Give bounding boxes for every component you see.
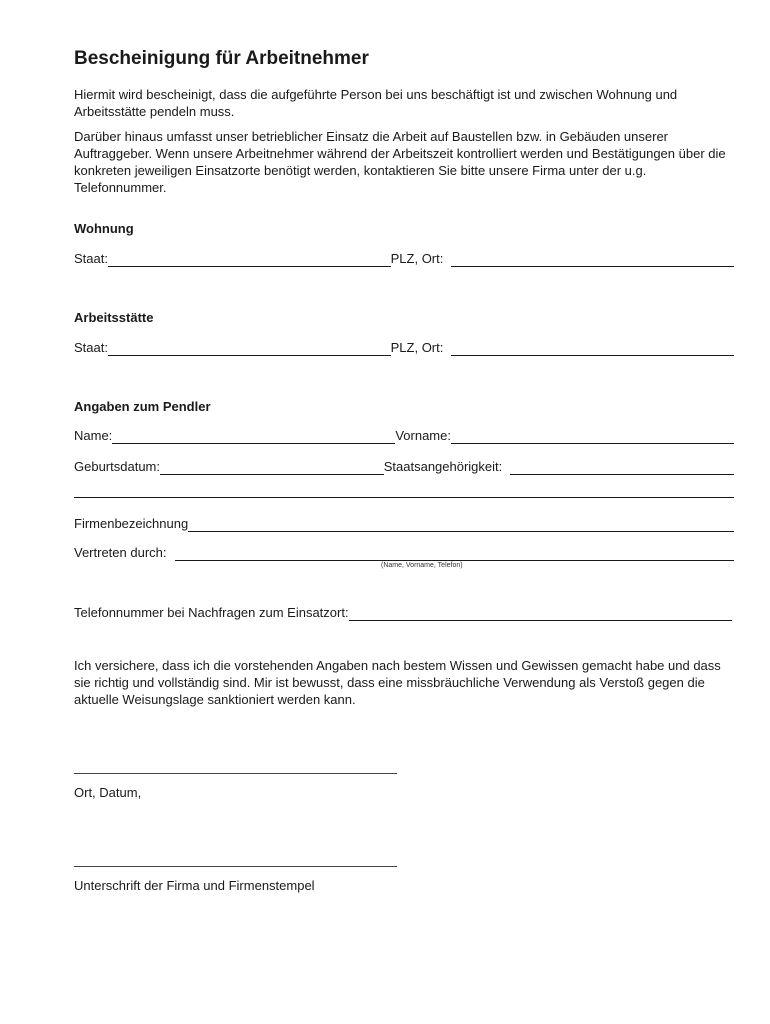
- arbeitsstaette-plz-field[interactable]: [451, 338, 734, 356]
- pendler-name-row: [74, 426, 734, 444]
- vertreten-hint: (Name, Vorname, Telefon): [381, 562, 463, 569]
- firma-telefon-field[interactable]: [349, 603, 732, 621]
- intro-paragraph: Hiermit wird bescheinigt, dass die aufgeführte Person bei uns beschäftigt ist und zwischen Wohnung und Arbeitsstätte pendeln muss.: [74, 87, 678, 119]
- arbeitsstaette-staat-field[interactable]: [108, 338, 391, 356]
- arbeitsstaette-staat-label: Staat:: [74, 340, 108, 355]
- pendler-vorname-label: Vorname:: [395, 428, 451, 443]
- section-heading-arbeitsstaette: Arbeitsstätte: [74, 310, 154, 325]
- wohnung-plz-field[interactable]: [451, 249, 734, 267]
- unterschrift-line[interactable]: [74, 866, 397, 867]
- declaration-paragraph: Ich versichere, dass ich die vorstehenden Angaben nach bestem Wissen und Gewissen gemacht habe und dass sie richtig und vollständig sind. Mir ist bewusst, dass eine missbräuchliche Verwendung als Verstoß gegen die aktuelle Weisungslage sanktioniert werden kann.: [74, 658, 721, 707]
- pendler-staatsangehoerigkeit-field[interactable]: [510, 457, 734, 475]
- wohnung-plz-label: PLZ, Ort:: [390, 251, 444, 266]
- ort-datum-line[interactable]: [74, 773, 397, 774]
- firma-telefon-row: [74, 603, 732, 621]
- arbeitsstaette-plz-label: PLZ, Ort:: [390, 340, 444, 355]
- wohnung-staat-field[interactable]: [108, 249, 391, 267]
- pendler-staatsangehoerigkeit-label: Staatsangehörigkeit:: [383, 459, 503, 474]
- pendler-geburtsdatum-field[interactable]: [160, 457, 384, 475]
- pendler-geburtsdatum-label: Geburtsdatum:: [74, 459, 160, 474]
- firma-vertreten-label: Vertreten durch:: [74, 545, 167, 560]
- body-paragraph: Darüber hinaus umfasst unser betrieblicher Einsatz die Arbeit auf Baustellen bzw. in Gebäuden unserer Auftraggeber. Wenn unsere Arbeitnehmer während der Arbeitszeit kontrolliert werden und Bestätigungen über die konkreten jeweiligen Einsatzorte benötigt werden, kontaktieren Sie bitte unsere Firma unter der u.g. Telefonnummer.: [74, 129, 726, 195]
- unterschrift-label: Unterschrift der Firma und Firmenstempel: [74, 878, 315, 893]
- firma-bezeichnung-field[interactable]: [188, 514, 734, 532]
- pendler-name-field[interactable]: [112, 426, 395, 444]
- pendler-geburt-row: [74, 457, 734, 475]
- firma-vertreten-field[interactable]: [175, 543, 735, 561]
- wohnung-staat-label: Staat:: [74, 251, 108, 266]
- ort-datum-label: Ort, Datum,: [74, 785, 142, 800]
- section-heading-wohnung: Wohnung: [74, 221, 134, 236]
- pendler-name-label: Name:: [74, 428, 113, 443]
- section-heading-pendler: Angaben zum Pendler: [74, 399, 211, 414]
- firma-bezeichnung-row: [74, 514, 734, 532]
- arbeitsstaette-row: [74, 338, 734, 356]
- page-title: Bescheinigung für Arbeitnehmer: [74, 48, 369, 69]
- section-divider-line: [74, 497, 734, 498]
- firma-vertreten-row: [74, 543, 734, 561]
- wohnung-row: [74, 249, 734, 267]
- firma-bezeichnung-label: Firmenbezeichnung: [74, 516, 189, 531]
- pendler-vorname-field[interactable]: [451, 426, 734, 444]
- firma-telefon-label: Telefonnummer bei Nachfragen zum Einsatzort:: [74, 605, 349, 620]
